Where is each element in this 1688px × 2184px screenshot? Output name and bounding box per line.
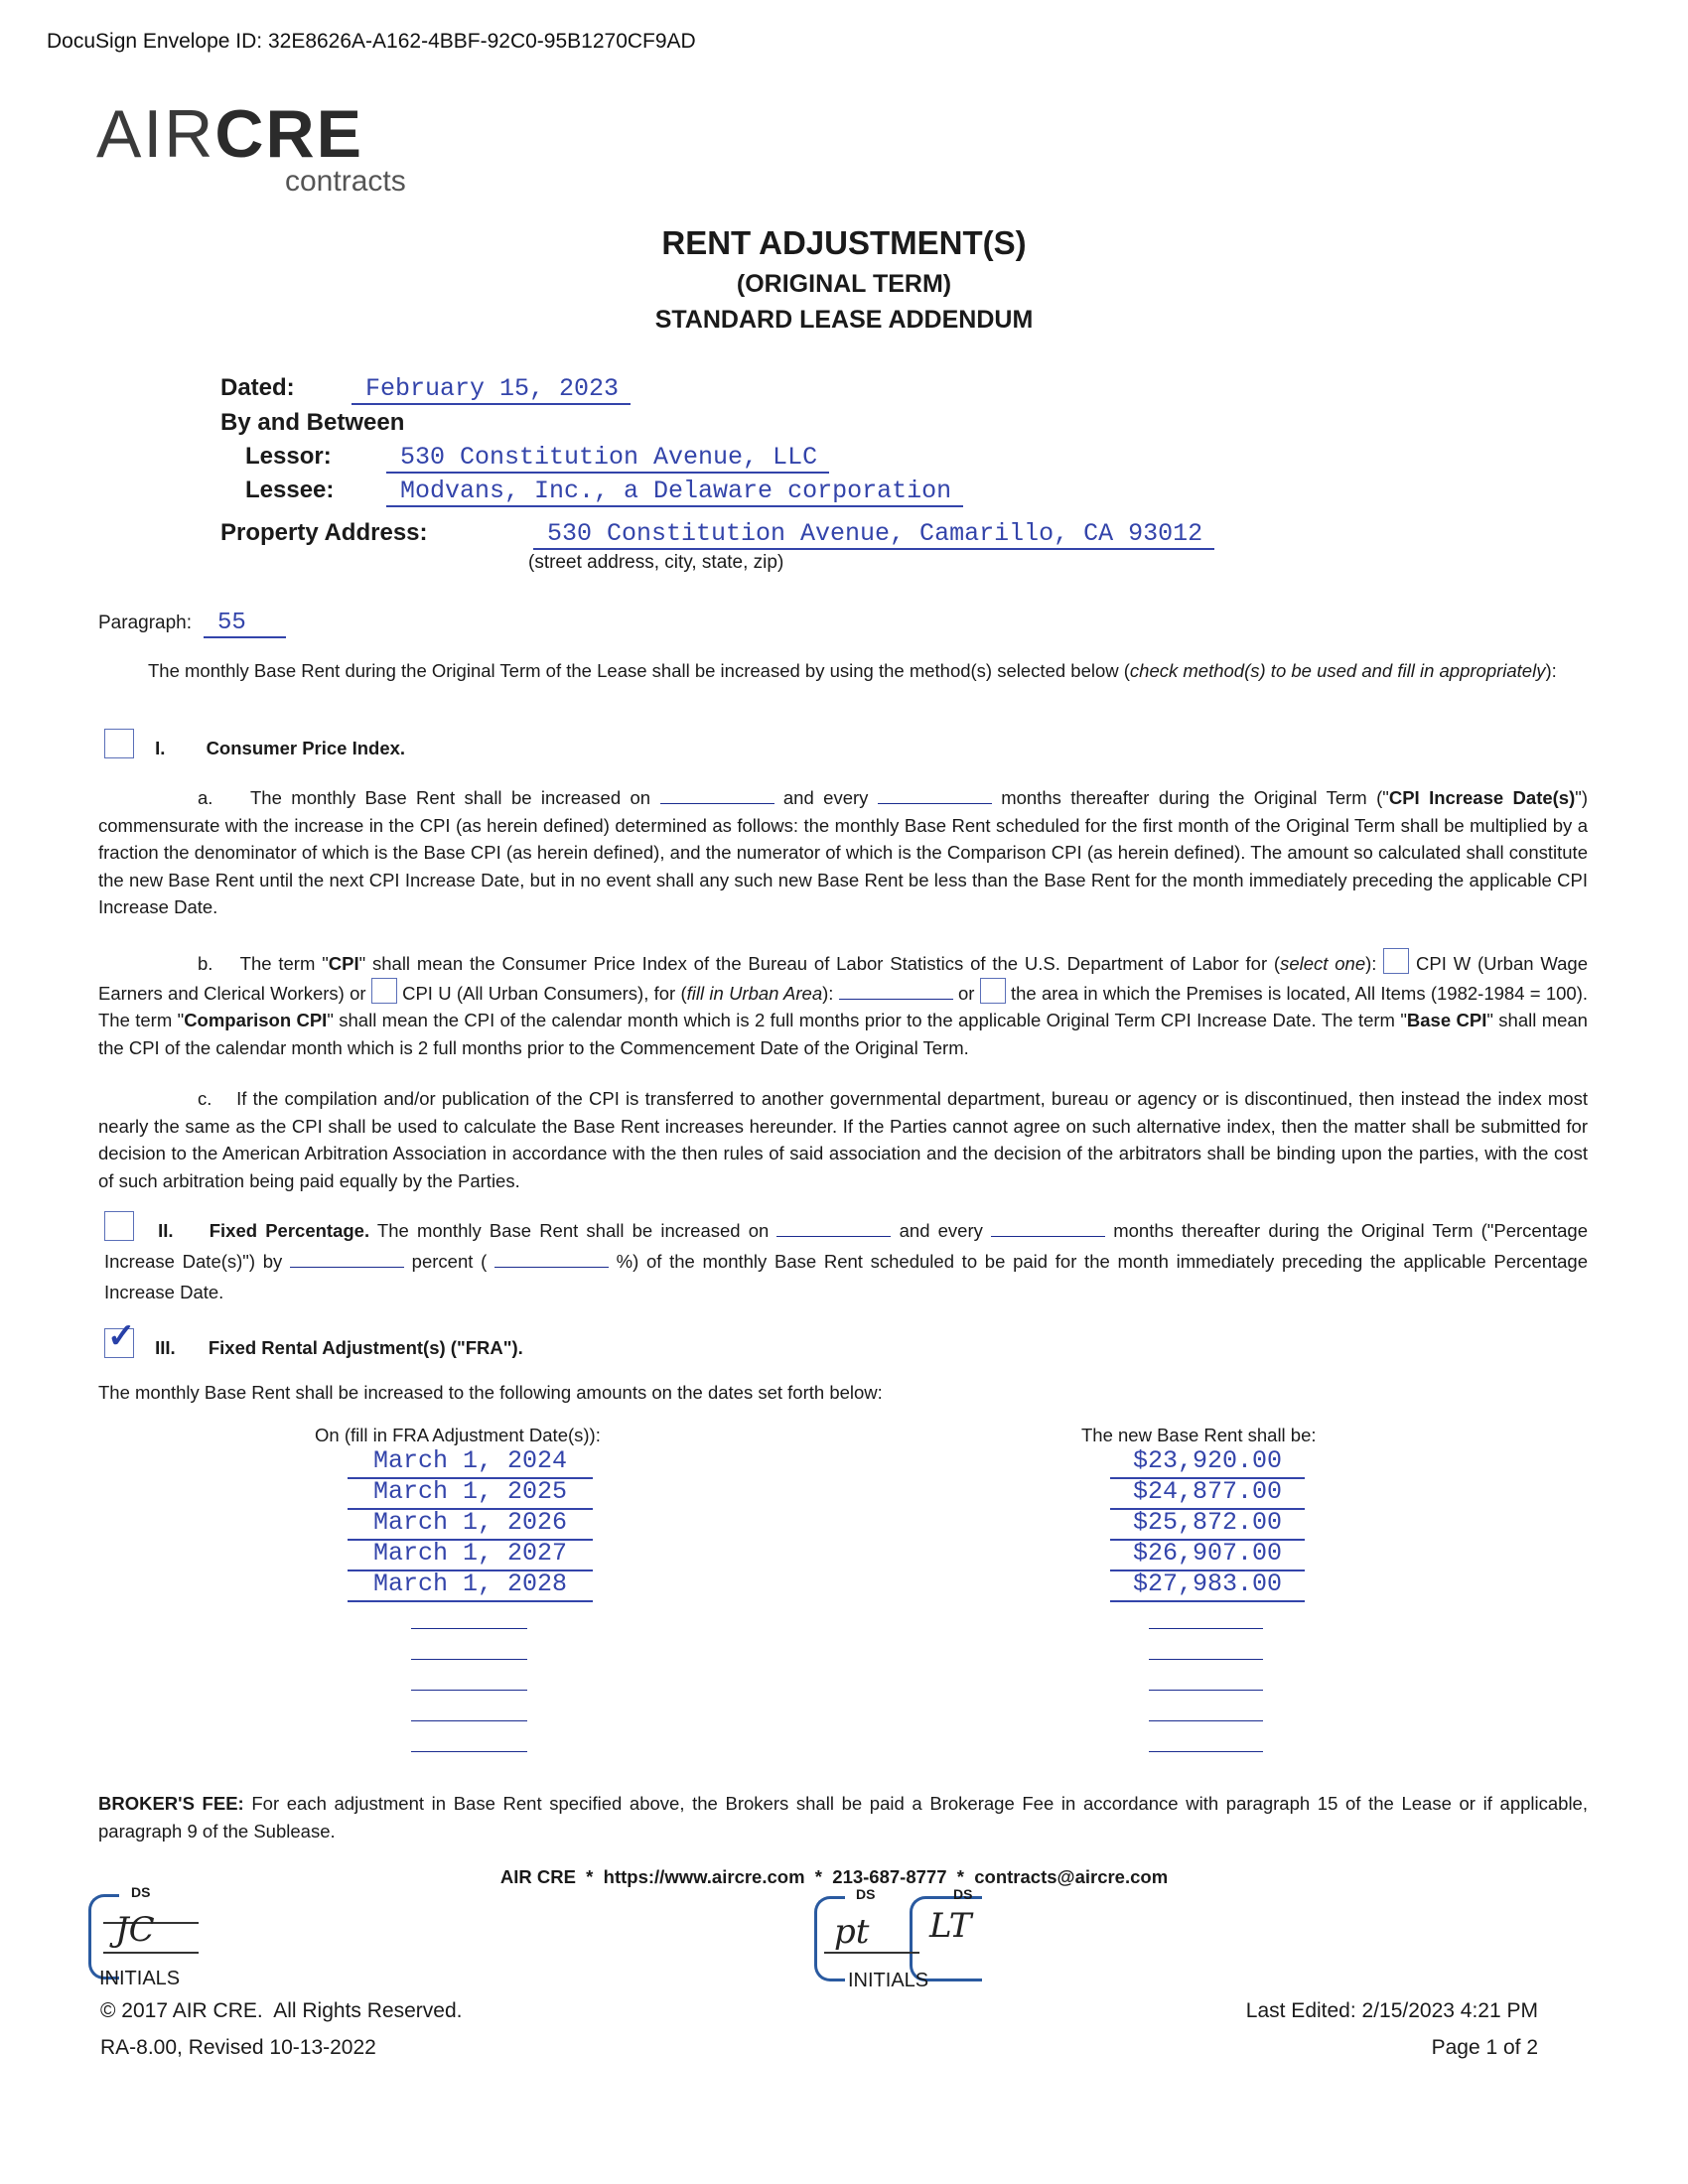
property-address-label: Property Address:: [220, 519, 428, 546]
paragraph-field[interactable]: 55: [204, 610, 286, 638]
text-italic: select one: [1280, 953, 1366, 974]
text: months thereafter during the Original Term (": [991, 787, 1389, 808]
document-subtitle: (ORIGINAL TERM): [736, 270, 952, 298]
fra-rent-blank[interactable]: [1149, 1659, 1263, 1660]
ds-tag: DS: [953, 1886, 973, 1902]
brokers-fee-text: For each adjustment in Base Rent specified above, the Brokers shall be paid a Brokerage Fee in accordance with paragraph 15 of the Lease or if applicable, paragraph 9 of the Sublease.: [98, 1793, 1588, 1842]
section-1a: [98, 784, 1588, 921]
text: and every: [774, 787, 878, 808]
ds-tag: DS: [131, 1884, 151, 1900]
section-2-heading: Fixed Percentage.: [209, 1220, 370, 1241]
by-and-between: By and Between: [220, 409, 405, 436]
fra-rent-header: The new Base Rent shall be:: [1081, 1425, 1317, 1445]
text: CPI U (All Urban Consumers), for (: [396, 982, 687, 1004]
text: months thereafter during the Original Term ("Percentage Increase Date(s)") by: [104, 1220, 1588, 1272]
section-3-heading: Fixed Rental Adjustment(s) ("FRA").: [208, 1337, 523, 1358]
fra-rent-blank[interactable]: [1149, 1751, 1263, 1752]
fra-rent-blank[interactable]: [1149, 1690, 1263, 1691]
premises-area-checkbox[interactable]: [980, 978, 1006, 1004]
lessor-field[interactable]: 530 Constitution Avenue, LLC: [386, 443, 829, 474]
page-number: Page 1 of 2: [1431, 2036, 1538, 2059]
initials-signature-right-2[interactable]: LT: [929, 1906, 972, 1946]
cpi-w-checkbox[interactable]: [1383, 948, 1409, 974]
brokers-fee: [98, 1790, 1588, 1844]
text: " shall mean the Consumer Price Index of the Bureau of Labor Statistics of the U.S. Department of Labor for (: [358, 953, 1281, 974]
text: The monthly Base Rent shall be increased on: [369, 1220, 777, 1241]
text: ") commensurate with the increase in the CPI (as herein defined) determined as follows: the monthly Base Rent scheduled for the first month of the Original Term shall be multiplied by a fraction the denominator of which is the Base CPI (as herein defined), and the numerator of which is the Comparison CPI (as herein defined). The amount so calculated shall constitute the new Base Rent until the next CPI Increase Date, but in no event shall any such new Base Rent be less than the Base Rent for the month immediately preceding the applicable CPI Increase Date.: [98, 787, 1588, 917]
contact-line: AIR CRE * https://www.aircre.com * 213-687-8777 * contracts@aircre.com: [499, 1866, 1169, 1887]
section-2: [104, 1211, 1588, 1307]
fra-date-blank[interactable]: [411, 1690, 527, 1691]
text-bold: Base CPI: [1406, 1010, 1487, 1030]
section-1-header: [104, 729, 405, 762]
section-3-number: III.: [155, 1337, 176, 1358]
fra-checkbox[interactable]: [104, 1317, 136, 1358]
percentage-increase-date-blank[interactable]: [776, 1220, 891, 1237]
fra-date-field[interactable]: March 1, 2028: [348, 1570, 593, 1602]
property-address-field[interactable]: 530 Constitution Avenue, Camarillo, CA 93012: [533, 519, 1214, 550]
text: percent (: [403, 1251, 494, 1272]
fra-dates-header: On (fill in FRA Adjustment Date(s)):: [315, 1425, 601, 1445]
fra-rent-field[interactable]: $27,983.00: [1110, 1570, 1305, 1602]
initials-signature-right-1[interactable]: pt: [834, 1912, 870, 1952]
initials-label-left: INITIALS: [99, 1968, 181, 1989]
initials-label-right: INITIALS: [848, 1970, 929, 1991]
fra-rent-field[interactable]: $24,877.00: [1110, 1478, 1305, 1510]
fra-date-blank[interactable]: [411, 1628, 527, 1629]
fra-rent-blank[interactable]: [1149, 1628, 1263, 1629]
cpi-checkbox[interactable]: [104, 729, 134, 758]
text: " shall mean the CPI of the calendar month which is 2 full months prior to the Commencement Date of the Original Term.: [98, 1010, 1588, 1058]
cpi-months-blank[interactable]: [878, 787, 992, 804]
property-address-hint: (street address, city, state, zip): [528, 552, 784, 573]
dated-label: Dated:: [220, 374, 295, 401]
section-1b: [98, 948, 1588, 1061]
logo-contracts: contracts: [285, 165, 406, 198]
cpi-increase-date-blank[interactable]: [660, 787, 774, 804]
text: and every: [891, 1220, 992, 1241]
text-bold: CPI Increase Date(s): [1388, 787, 1576, 808]
text-italic: fill in Urban Area: [686, 982, 823, 1004]
intro-paragraph: [98, 657, 1588, 685]
text: a. The monthly Base Rent shall be increased on: [198, 787, 660, 808]
logo-air: AIR: [96, 96, 215, 172]
paragraph-label: Paragraph:: [98, 613, 193, 633]
section-3-header: [104, 1317, 523, 1362]
fra-rent-field[interactable]: $26,907.00: [1110, 1540, 1305, 1571]
fra-lead: The monthly Base Rent shall be increased to the following amounts on the dates set forth below:: [98, 1382, 883, 1403]
brokers-fee-label: BROKER'S FEE:: [98, 1793, 244, 1814]
fra-date-field[interactable]: March 1, 2024: [348, 1447, 593, 1479]
text-bold: CPI: [328, 953, 359, 974]
checkmark-icon: ✓: [107, 1317, 136, 1355]
intro-italic: check method(s) to be used and fill in appropriately: [1129, 660, 1546, 681]
document-title: RENT ADJUSTMENT(S): [661, 224, 1027, 261]
percent-words-blank[interactable]: [290, 1251, 404, 1268]
fra-date-field[interactable]: March 1, 2026: [348, 1509, 593, 1541]
intro-end: ):: [1545, 660, 1557, 681]
fra-date-blank[interactable]: [411, 1659, 527, 1660]
document-type: STANDARD LEASE ADDENDUM: [654, 306, 1034, 334]
text-bold: Comparison CPI: [184, 1010, 328, 1030]
intro-text: The monthly Base Rent during the Original Term of the Lease shall be increased by using the method(s) selected below (: [148, 660, 1130, 681]
cpi-u-checkbox[interactable]: [371, 978, 397, 1004]
fixed-percentage-checkbox[interactable]: [104, 1211, 134, 1241]
form-revision: RA-8.00, Revised 10-13-2022: [100, 2036, 376, 2059]
section-1c: c. If the compilation and/or publication of the CPI is transferred to another governmental department, bureau or agency or is discontinued, then instead the index most nearly the same as the CPI shall be used to calculate the Base Rent increases hereunder. If the Parties cannot agree on such alternative index, then the matter shall be submitted for decision to the American Arbitration Association in accordance with the then rules of said association and the decision of the arbitrators shall be binding upon the parties, with the cost of such arbitration being paid equally by the Parties.: [98, 1088, 1588, 1191]
dated-field[interactable]: February 15, 2023: [352, 374, 631, 405]
fra-date-blank[interactable]: [411, 1720, 527, 1721]
text: b. The term ": [198, 953, 329, 974]
fra-rent-field[interactable]: $25,872.00: [1110, 1509, 1305, 1541]
urban-area-blank[interactable]: [839, 983, 953, 1000]
text: CPI W (Urban Wage Earners and Clerical Workers) or: [98, 953, 1588, 1004]
text: the area in which the Premises is located, All Items (1982-1984 = 100). The term ": [98, 982, 1588, 1030]
initial-line: [103, 1952, 199, 1954]
section-1-number: I.: [155, 738, 166, 758]
copyright: © 2017 AIR CRE. All Rights Reserved.: [100, 1999, 463, 2022]
fra-rent-field[interactable]: $23,920.00: [1110, 1447, 1305, 1479]
text: %) of the monthly Base Rent scheduled to be paid for the month immediately preceding the applicable Percentage Increase Date.: [104, 1251, 1588, 1302]
section-1-heading: Consumer Price Index.: [206, 738, 406, 758]
fra-date-field[interactable]: March 1, 2027: [348, 1540, 593, 1571]
percent-number-blank[interactable]: [494, 1251, 609, 1268]
text: " shall mean the CPI of the calendar month which is 2 full months prior to the applicable Original Term CPI Increase Date. The term ": [327, 1010, 1407, 1030]
initial-line: [824, 1952, 919, 1954]
percentage-months-blank[interactable]: [991, 1220, 1105, 1237]
fra-date-field[interactable]: March 1, 2025: [348, 1478, 593, 1510]
fra-date-blank[interactable]: [411, 1751, 527, 1752]
fra-rent-blank[interactable]: [1149, 1720, 1263, 1721]
ds-tag: DS: [856, 1886, 876, 1902]
aircre-logo: [96, 95, 414, 205]
lessee-label: Lessee:: [245, 477, 335, 503]
text: ):: [822, 982, 839, 1004]
logo-cre: CRE: [214, 96, 363, 172]
section-2-number: II.: [158, 1220, 174, 1241]
last-edited: Last Edited: 2/15/2023 4:21 PM: [1245, 1999, 1538, 2022]
text: or: [952, 982, 980, 1004]
envelope-id: DocuSign Envelope ID: 32E8626A-A162-4BBF-92C0-95B1270CF9AD: [47, 30, 696, 53]
initials-signature-left[interactable]: JC: [115, 1910, 155, 1950]
lessor-label: Lessor:: [245, 443, 332, 470]
lessee-field[interactable]: Modvans, Inc., a Delaware corporation: [386, 477, 963, 507]
text: ):: [1365, 953, 1384, 974]
